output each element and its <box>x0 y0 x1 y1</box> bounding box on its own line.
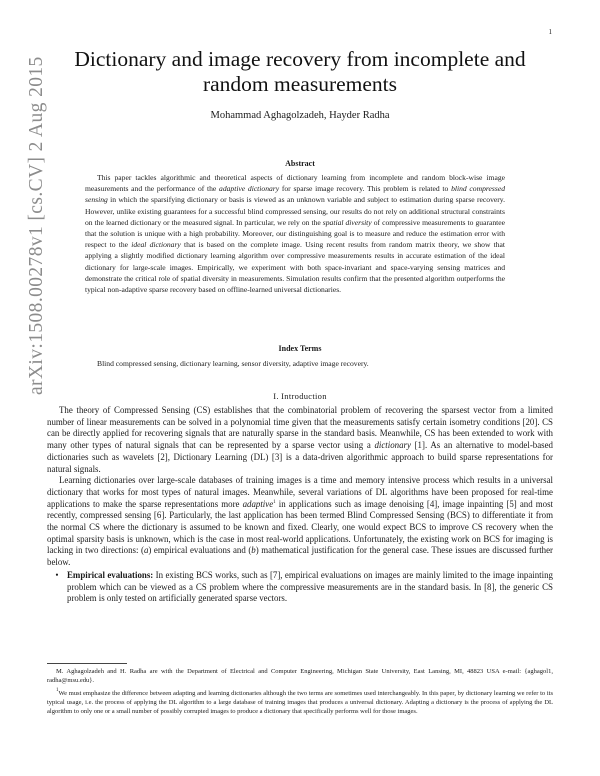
footnote-mark[interactable]: 1 <box>273 499 276 505</box>
section-heading: I. Introduction <box>273 391 327 401</box>
abstract-body <box>85 172 505 295</box>
body-text <box>47 405 553 605</box>
bullet-label: Empirical evaluations: <box>67 569 154 580</box>
footnote-rule <box>47 663 127 664</box>
abstract-paragraph: This paper tackles algorithmic and theoretical aspects of dictionary learning from incomplete and random block-wise image measurements and the performance of the adaptive dictionary for sparse image recovery. This problem is related to blind compressed sensing in which the sparsifying dictionary or basis is viewed as an unknown variable and subject to estimation during sparse recovery. However, unlike existing guarantees for a successful blind compressed sensing, our results do not rely on additional structural constraints on the learned dictionary or the measured signal. In particular, we rely on the spatial diversity of compressive measurements to guarantee that the solution is unique with a high probability. Moreover, our distinguishing goal is to measure and reduce the estimation error with respect to the ideal dictionary that is based on the complete image. Using recent results from random matrix theory, we show that applying a slightly modified dictionary learning algorithm over compressive measurements results in accurate estimation of the ideal dictionary for large-scale images. Empirically, we experiment with both space-invariant and space-varying sensing matrices and demonstrate the critical role of spatial diversity in measurements. Simulation results confirm that the presented algorithm outperforms the typical non-adaptive sparse recovery based on offline-learned universal dictionaries. <box>85 173 506 295</box>
index-terms-text: Blind compressed sensing, dictionary learning, sensor diversity, adaptive image recovery. <box>97 359 369 368</box>
footnote-1: $^1$We must emphasize the difference between adapting and learning dictionaries although the two terms are sometimes used interchangeably. In this paper, by dictionary learning we refer to its typical usage, i.e. the process of applying the DL algorithm to a large database of training images that produces a universal dictionary. Adapting a dictionary is the process of applying the DL algorithm to only one or a small number of possibly corrupted images to produce a dictionary that specifically performs well for those images. <box>47 687 553 716</box>
list-item: • Empirical evaluations: In existing BCS works, such as [7], empirical evaluations on images are mainly limited to the image inpainting problem which can be viewed as a CS problem where the compressive measurements are in the standard basis. In [8], the generic CS problem is only tested on artificially generated sparse vectors. <box>47 570 553 605</box>
arxiv-identifier[interactable]: arXiv:1508.00278v1 [cs.CV] 2 Aug 2015 <box>26 56 47 395</box>
paragraph-2: Learning dictionaries over large-scale databases of training images is a time and memory intensive process which results in a universal dictionary that works for most types of natural images. Meanwhile, several variations of DL algorithms have been proposed for real-time applications to make the sparse representations more adaptive$^1$ in applications such as image denoising [4], image inpainting [5] and most recently, compressed sensing [6]. Particularly, the last application has been termed Blind Compressed Sensing (BCS) to differentiate it from the normal CS where the dictionary is assumed to be known and fixed. Clearly, one would expect BCS to improve CS recovery when the optimal sparsity basis is unknown, which is the case in most real-world applications. Unfortunately, the existing work on BCS for imaging is lacking in two directions: (a) empirical evaluations and (b) mathematical justification for the general case. These issues are discussed further below. <box>47 475 554 568</box>
bullet-icon: • <box>55 569 59 580</box>
index-terms-heading: Index Terms <box>278 344 322 353</box>
paragraph-1: The theory of Compressed Sensing (CS) establishes that the combinatorial problem of recovering the sparsest vector from a limited number of linear measurements can be solved in a polynomial time given that the measurements satisfy certain isometry conditions [20]. CS can be directly applied for recovering signals that are naturally sparse in the standard basis. Meanwhile, CS has been extended to work with many other types of natural signals that can be represented by a sparse vector using a dictionary [1]. As an alternative to model-based dictionaries such as wavelets [2], Dictionary Learning (DL) [3] is a data-driven algorithmic approach to build sparse representations for natural signals. <box>47 405 553 474</box>
page-number: 1 <box>548 28 552 36</box>
footnotes <box>47 667 553 716</box>
affiliation-note: M. Aghagolzadeh and H. Radha are with the Department of Electrical and Computer Engineering, Michigan State University, East Lansing, MI, 48823 USA e-mail: {aghagol1, radha@msu.edu}. <box>47 668 553 685</box>
authors: Mohammad Aghagolzadeh, Hayder Radha <box>210 110 390 121</box>
paper-title: Dictionary and image recovery from incomplete and random measurements <box>74 47 526 96</box>
abstract-heading: Abstract <box>285 159 315 168</box>
